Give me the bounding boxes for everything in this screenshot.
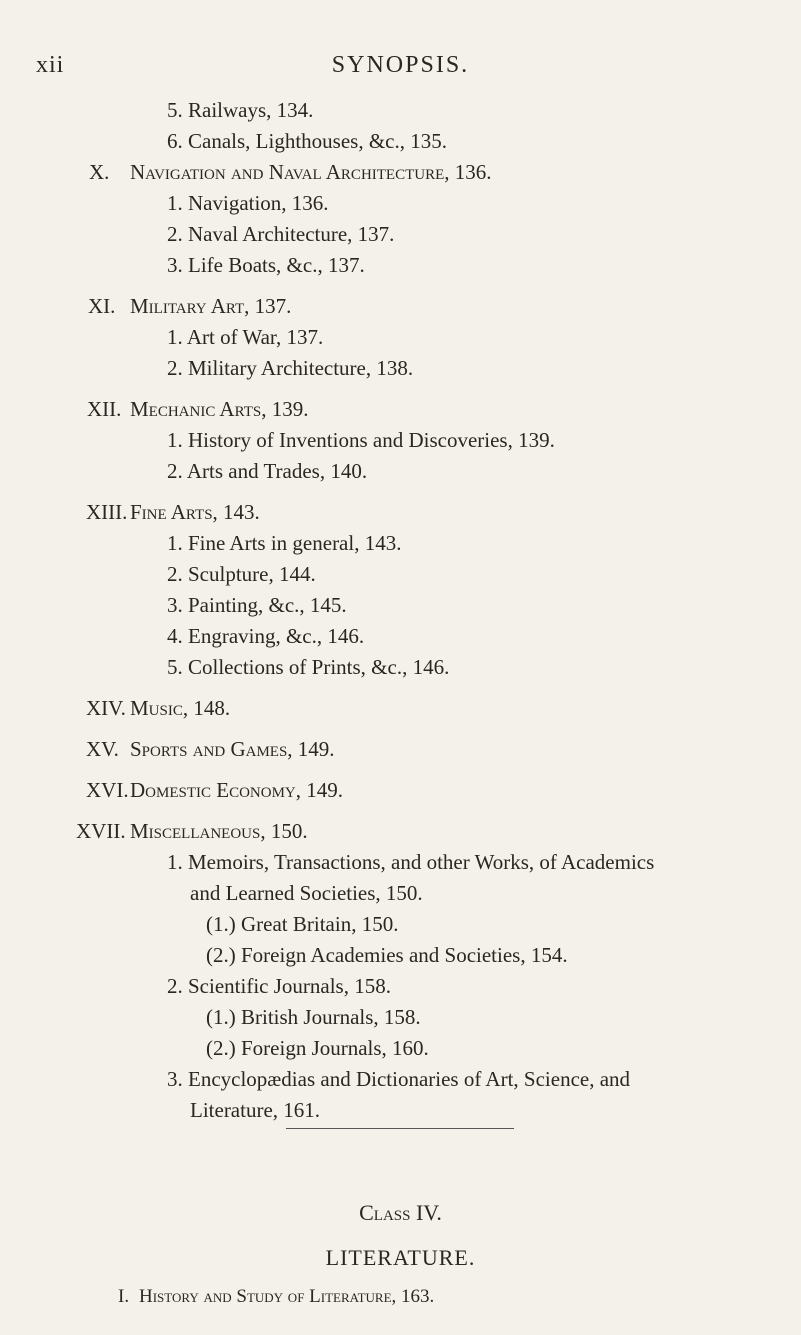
section-heading: Navigation and Naval Architecture, 136. [130, 160, 492, 184]
section-numeral: XI. [88, 294, 116, 318]
section-heading: Music, 148. [130, 696, 231, 720]
class-heading: Class IV. [359, 1200, 442, 1225]
page-number: xii [36, 52, 65, 78]
toc-entry: 6. Canals, Lighthouses, &c., 135. [167, 129, 447, 153]
toc-entry: 5. Railways, 134. [167, 98, 314, 122]
toc-entry: 2. Naval Architecture, 137. [167, 222, 395, 246]
toc-entry: 2. Sculpture, 144. [167, 562, 316, 586]
toc-entry: (1.) Great Britain, 150. [206, 912, 399, 936]
section-heading: Fine Arts, 143. [130, 500, 260, 524]
running-title: SYNOPSIS. [331, 52, 470, 78]
toc-entry: 1. History of Inventions and Discoveries, 139. [167, 428, 555, 452]
toc-entry: 2. Military Architecture, 138. [167, 356, 414, 380]
section-heading: Miscellaneous, 150. [130, 819, 308, 843]
toc-entry: 1. Art of War, 137. [167, 325, 324, 349]
section-numeral: XIV. [86, 696, 126, 720]
section-heading: Military Art, 137. [130, 294, 292, 318]
toc-entry: 3. Painting, &c., 145. [167, 593, 347, 617]
toc-entry: 1. Fine Arts in general, 143. [167, 531, 402, 555]
toc-entry: 4. Engraving, &c., 146. [167, 624, 365, 648]
running-header [0, 40, 801, 80]
toc-entry: (2.) Foreign Academies and Societies, 154. [206, 943, 568, 967]
toc-entry: 2. Scientific Journals, 158. [167, 974, 391, 998]
toc-entry: 3. Life Boats, &c., 137. [167, 253, 365, 277]
toc-entry: 1. Navigation, 136. [167, 191, 329, 215]
toc-entry: Literature, 161. [190, 1098, 321, 1122]
section-numeral: I. [118, 1286, 130, 1307]
section-numeral: XVII. [76, 819, 126, 843]
toc-entry: and Learned Societies, 150. [190, 881, 423, 905]
toc-entry: (1.) British Journals, 158. [206, 1005, 421, 1029]
section-numeral: XII. [87, 397, 122, 421]
section-heading: Mechanic Arts, 139. [130, 397, 309, 421]
toc-entry: 3. Encyclopædias and Dictionaries of Art, Science, and [167, 1067, 631, 1091]
toc-entry: 2. Arts and Trades, 140. [167, 459, 368, 483]
section-numeral: X. [89, 160, 110, 184]
section-divider [286, 1128, 514, 1129]
section-numeral: XVI. [86, 778, 129, 802]
toc-entry: 5. Collections of Prints, &c., 146. [167, 655, 450, 679]
section-heading: History and Study of Literature, 163. [139, 1286, 435, 1307]
section-numeral: XV. [86, 737, 119, 761]
toc-entry: 1. Memoirs, Transactions, and other Works, of Academics [167, 850, 655, 874]
toc-entry: (2.) Foreign Journals, 160. [206, 1036, 429, 1060]
class-subject: LITERATURE. [325, 1245, 476, 1270]
section-numeral: XIII. [86, 500, 128, 524]
section-heading: Sports and Games, 149. [130, 737, 335, 761]
section-heading: Domestic Economy, 149. [130, 778, 344, 802]
